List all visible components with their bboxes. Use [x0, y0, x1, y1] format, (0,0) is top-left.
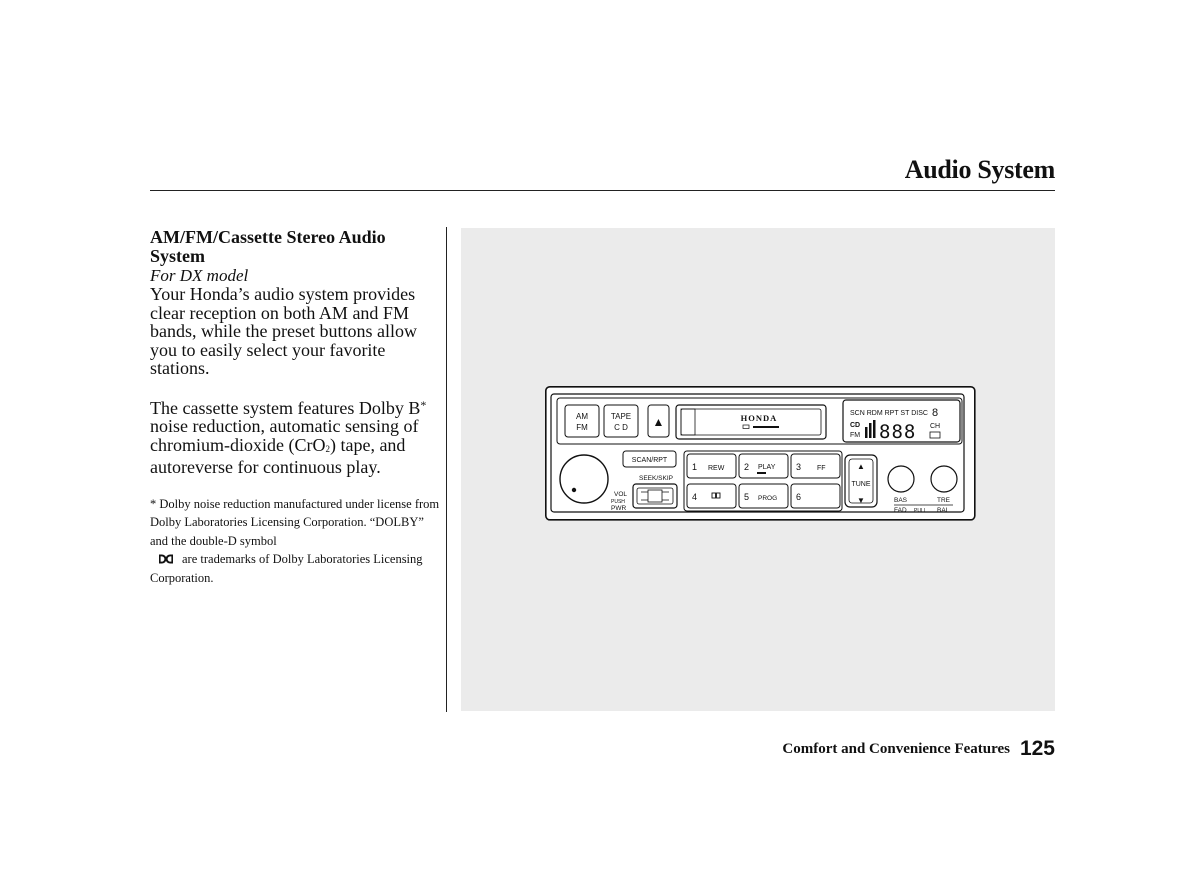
footnote-line-2: are trademarks of Dolby Laboratories Licensing Corporation.: [150, 552, 423, 585]
tune-button[interactable]: [845, 455, 877, 507]
model-note: For DX model: [150, 266, 249, 285]
column-divider: [446, 227, 447, 712]
display-digits: 888: [879, 421, 917, 443]
cassette-text-2: noise reduction, automatic sensing of chromium-dioxide (CrO: [150, 416, 419, 455]
display-ch: CH: [930, 423, 941, 430]
dolby-double-d-icon: [158, 554, 174, 564]
scan-rpt-label: SCAN/RPT: [631, 457, 668, 464]
fad-label: FAD: [894, 507, 907, 514]
eject-icon: ▲: [652, 415, 665, 429]
section-title: AM/FM/Cassette Stereo Audio System: [150, 227, 386, 266]
am-fm-button[interactable]: [565, 405, 599, 437]
footnote-marker: *: [420, 397, 427, 412]
tune-label: TUNE: [851, 481, 871, 488]
preset-button-2[interactable]: [739, 454, 788, 478]
tune-up-icon: ▲: [857, 462, 865, 471]
page-title: Audio System: [904, 155, 1055, 184]
preset-3-label: FF: [817, 465, 826, 472]
cassette-text-3: ) tape, and autoreverse for continuous play.: [150, 434, 406, 477]
preset-button-1[interactable]: [687, 454, 736, 478]
pwr-label: PWR: [611, 505, 627, 512]
preset-2-label: PLAY: [758, 464, 776, 471]
seek-skip-rocker[interactable]: [633, 484, 677, 508]
intro-paragraph: Your Honda’s audio system provides clear reception on both AM and FM bands, while the preset buttons allow you to easily select your favorite stations.: [150, 284, 417, 378]
page-number: 125: [1019, 737, 1055, 760]
footnote-line-1: * Dolby noise reduction manufactured under license from Dolby Laboratories Licensing Corporation. “DOLBY” and the double-D symbol: [150, 496, 440, 548]
scan-rpt-button[interactable]: [623, 451, 676, 467]
honda-brand: HONDA: [740, 413, 778, 423]
preset-button-3[interactable]: [791, 454, 840, 478]
am-label: AM: [576, 412, 588, 421]
preset-3-num: 3: [796, 462, 802, 472]
preset-1-num: 1: [692, 462, 698, 472]
cassette-slot: [676, 405, 826, 439]
eject-button[interactable]: [648, 405, 669, 437]
preset-2-num: 2: [744, 462, 750, 472]
fm-label: FM: [576, 423, 588, 432]
tre-label: TRE: [937, 497, 950, 504]
tape-label: TAPE: [610, 412, 632, 421]
pull-label: PULL: [914, 508, 927, 514]
display-indicators: SCN RDM RPT ST DISC: [850, 410, 928, 417]
cd-label: C D: [614, 423, 628, 432]
radio-unit-illustration: [545, 386, 976, 522]
vol-label: VOL: [614, 491, 628, 498]
footer-section-title: Comfort and Convenience Features: [782, 741, 1010, 757]
bas-label: BAS: [894, 497, 908, 504]
display-disc-digit: 8: [932, 407, 939, 419]
tune-down-icon: ▼: [857, 496, 865, 505]
cassette-paragraph: [150, 396, 440, 477]
preset-6-num: 6: [796, 492, 802, 502]
bass-fader-knob[interactable]: [888, 466, 914, 492]
treble-balance-knob[interactable]: [931, 466, 957, 492]
cassette-text-1: The cassette system features Dolby B: [150, 397, 421, 418]
preset-5-label: PROG: [758, 495, 778, 502]
title-rule: [150, 190, 1055, 191]
footnote: [150, 495, 440, 588]
tape-cd-button[interactable]: [604, 405, 638, 437]
preset-button-6[interactable]: [791, 484, 840, 508]
display-fm: FM: [850, 432, 861, 439]
push-label: PUSH: [611, 499, 625, 505]
subscript-2: 2: [325, 443, 330, 454]
display-cd: CD: [850, 422, 861, 429]
bal-label: BAL: [937, 507, 950, 514]
preset-button-4[interactable]: [687, 484, 736, 508]
preset-button-5[interactable]: [739, 484, 788, 508]
left-column: [150, 228, 440, 587]
lcd-display: [843, 400, 960, 443]
volume-knob[interactable]: [560, 455, 608, 503]
seek-skip-label: SEEK/SKIP: [639, 475, 673, 482]
preset-1-label: REW: [708, 465, 725, 472]
preset-5-num: 5: [744, 492, 750, 502]
preset-4-num: 4: [692, 492, 698, 502]
